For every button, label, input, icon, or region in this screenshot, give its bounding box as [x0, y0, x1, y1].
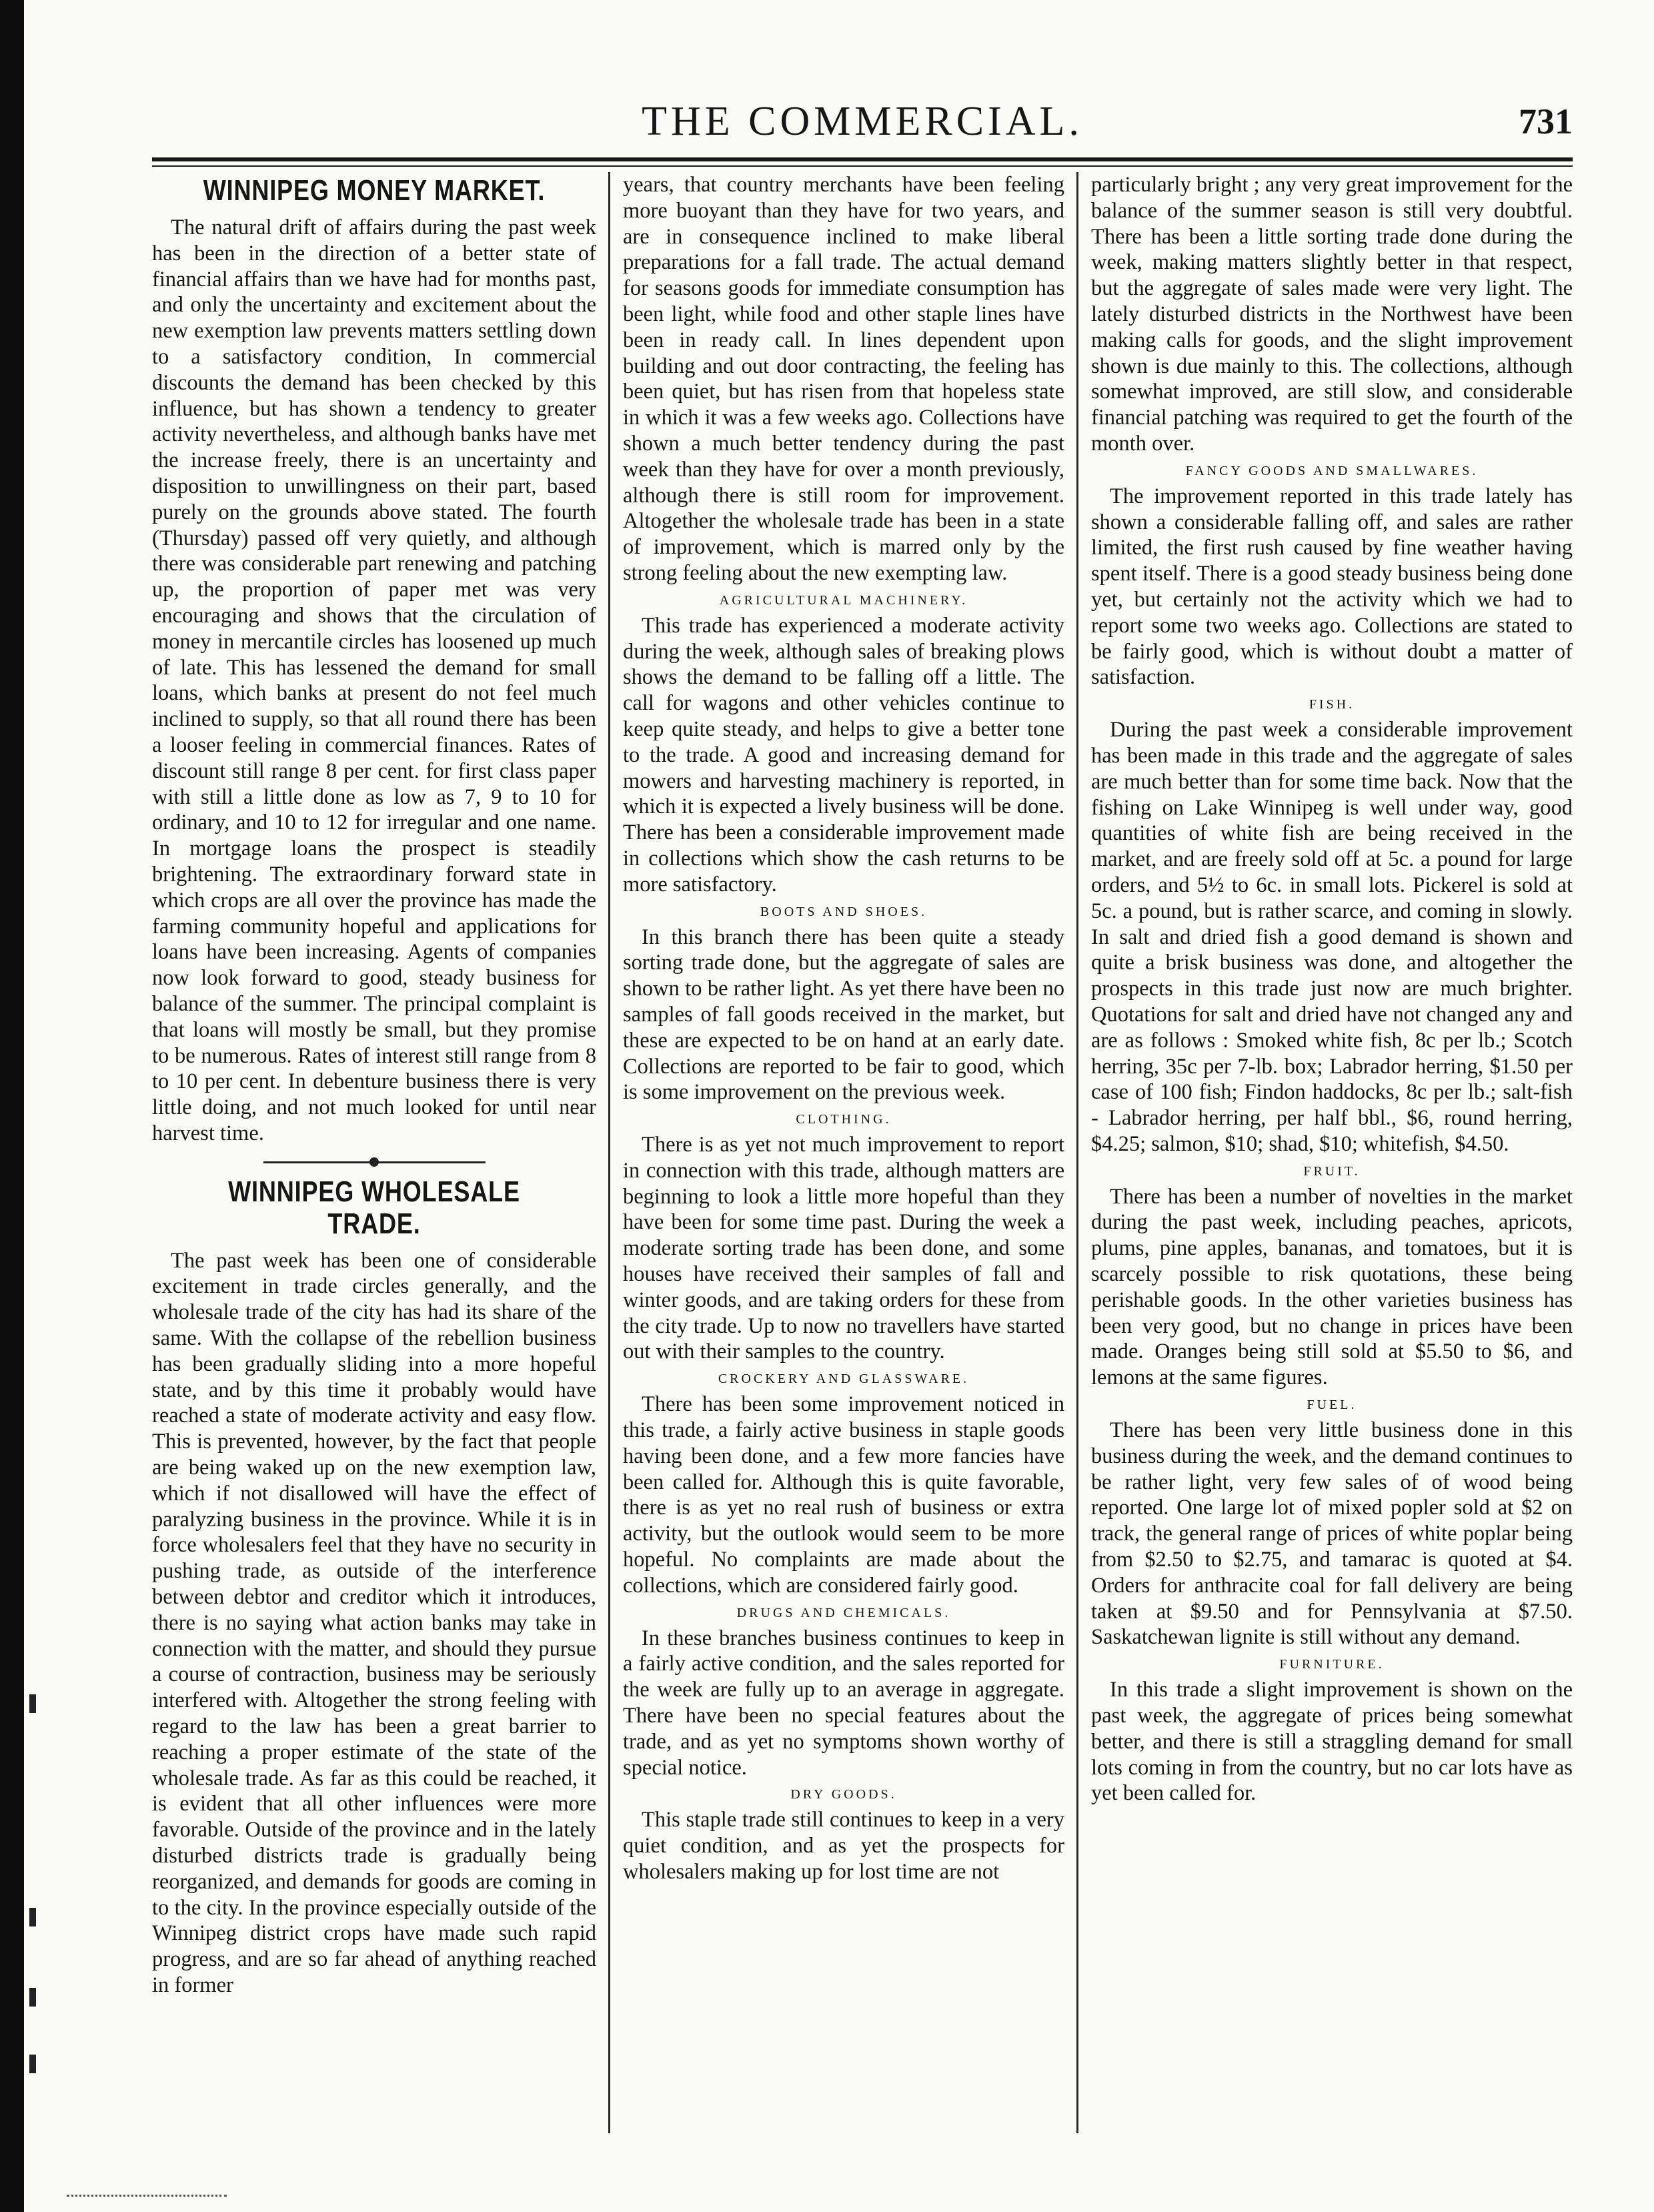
section-heading-crockery-and-glassware: CROCKERY AND GLASSWARE.	[718, 1371, 970, 1387]
page-number: 731	[1519, 101, 1573, 141]
section-text: There is as yet not much improvement to report in connection with this trade, although matters are beginning to look a little more hopeful than they have been for some time past. During the week a moderate sorting trade has been done, and some houses have received their samples of fall and winter goods, and are taking orders for these from the city trade. Up to now no travellers have started out with their samples to the country.	[623, 1133, 1064, 1364]
column-3	[1091, 172, 1573, 2133]
wholesale-trade-heading: WINNIPEG WHOLESALE TRADE.	[228, 1175, 520, 1240]
scan-edge-mark	[67, 2195, 227, 2199]
money-market-heading: WINNIPEG MONEY MARKET.	[203, 174, 546, 207]
section-heading-dry-goods: DRY GOODS.	[790, 1787, 897, 1802]
column-divider	[608, 172, 610, 2133]
section-text: During the past week a considerable improvement has been made in this trade and the aggregate of sales are much better than for some time back. Now that the fishing on Lake Winnipeg is well under way, good quantities of white fish are being received in the market, and are freely sold off at 5c. a pound for large orders, and 5½ to 6c. in small lots. Pickerel is sold at 5c. a pound, but is rather scarce, and coming in slowly. In salt and dried fish a good demand is shown and quite a brisk business was done, and altogether the prospects in this trade just now are much brighter. Quotations for salt and dried have not changed any and are as follows : Smoked white fish, 8c per lb.; Scotch herring, 35c per 7-lb. box; Labrador herring, $1.50 per case of 100 fish; Findon haddocks, 8c per lb.; salt-fish - Labrador herring, per half bbl., $6, round herring, $4.25; salmon, $10; shad, $10; whitefish, $4.50.	[1091, 718, 1573, 1156]
header-rule-thick	[152, 157, 1573, 161]
article-continuation: particularly bright ; any very great improvement for the balance of the summer season is still very doubtful. There has been a little sorting trade done during the week, making matters slightly better in that respect, but the aggregate of sales made were very light. The lately disturbed districts in the Northwest have been making calls for goods, and the slight improvement shown is due mainly to this. The collections, although somewhat improved, are still slow, and considerable financial patching was required to get the fourth of the month over.	[1091, 173, 1573, 456]
section-text: This staple trade still continues to keep in a very quiet condition, and as yet the prospects for wholesalers making up for lost time are not	[623, 1808, 1064, 1884]
article-continuation: years, that country merchants have been feeling more buoyant than they have for two years, and are in consequence inclined to make liberal preparations for a fall trade. The actual demand for seasons goods for immediate consumption has been light, while food and other staple lines have been in ready call. In lines dependent upon building and out door contracting, the feeling has been quiet, but has risen from that hopeless state in which it was a few weeks ago. Collections have shown a much better tendency during the past week than they have for over a month previously, although there is still room for improvement. Altogether the wholesale trade has been in a state of improvement, which is marred only by the strong feeling about the new exempting law.	[623, 173, 1064, 585]
section-text: There has been a number of novelties in the market during the past week, including peaches, apricots, plums, pine apples, bananas, and tomatoes, but it is scarcely possible to risk quotations, these being perishable goods. In the other varieties business has been very good, but no change in prices have been made. Oranges being still sold at $5.50 to $6, and lemons at the same figures.	[1091, 1184, 1573, 1390]
section-heading-fruit: FRUIT.	[1303, 1163, 1361, 1179]
section-text: The improvement reported in this trade lately has shown a considerable falling off, and sales are rather limited, the first rush caused by fine weather having spent itself. There is a good steady business being done yet, but certainly not the activity which we had to report some two weeks ago. Collections are stated to be fairly good, which is without doubt a matter of satisfaction.	[1091, 484, 1573, 690]
header-rule-thin	[152, 165, 1573, 167]
section-text: In this trade a slight improvement is shown on the past week, the aggregate of prices being somewhat better, and there is still a straggling demand for small lots coming in from the country, but no car lots have as yet been called for.	[1091, 1678, 1573, 1806]
column-2	[623, 172, 1064, 2133]
section-text: In these branches business continues to keep in a fairly active condition, and the sales reported for the week are fully up to an average in aggregate. There have been no special features about the trade, and as yet no symptoms shown worthy of special notice.	[623, 1626, 1064, 1780]
margin-marks	[29, 0, 56, 2212]
column-1	[152, 172, 596, 2133]
section-heading-agricultural-machinery: AGRICULTURAL MACHINERY.	[719, 592, 968, 608]
section-text: There has been very little business done in this business during the week, and the demand continues to be rather light, very few sales of of wood being reported. One large lot of mixed popler sold at $2 on track, the general range of prices of white poplar being from $2.50 to $2.75, and tamarac is quoted at $4. Orders for anthracite coal for fall delivery are being taken at $9.50 and for Pennsylvania at $7.50. Saskatchewan lignite is still without any demand.	[1091, 1418, 1573, 1650]
section-text: In this branch there has been quite a steady sorting trade done, but the aggregate of sales are shown to be rather light. As yet there have been no samples of fall goods received in the market, but these are expected to be on hand at an early date. Collections are reported to be fair to good, which is some improvement on the previous week.	[623, 925, 1064, 1105]
article-paragraph: The natural drift of affairs during the past week has been in the direction of a better state of financial affairs than we have had for months past, and only the uncertainty and excitement about the new exemption law prevents matters settling down to a satisfactory condition, In commercial discounts the demand has been checked by this influence, but has shown a tendency to greater activity nevertheless, and although banks have met the increase freely, there is an uncertainty and disposition to unwillingness on their part, based purely on the grounds above stated. The fourth (Thursday) passed off very quietly, and although there was considerable part renewing and patching up, the proportion of paper met was very encouraging and shows that the circulation of money in mercantile circles has loosened up much of late. This has lessened the demand for small loans, which banks at present do not feel much inclined to supply, so that all round there has been a looser feeling in commercial finances. Rates of discount still range 8 per cent. for first class paper with still a little done as low as 7, 9 to 10 for ordinary, and 10 to 12 for irregular and one name. In mortgage loans the prospect is steadily brightening. The extraordinary forward state in which crops are all over the province has made the farming community hopeful and applications for loans have been increasing. Agents of companies now look forward to good, steady business for balance of the summer. The principal complaint is that loans will mostly be small, but they promise to be numerous. Rates of interest still range from 8 to 10 per cent. In debenture business there is very little doing, and not much looked for until near harvest time.	[152, 215, 596, 1145]
section-heading-boots-and-shoes: BOOTS AND SHOES.	[760, 904, 928, 919]
publication-title: THE COMMERCIAL.	[642, 99, 1083, 144]
section-heading-drugs-and-chemicals: DRUGS AND CHEMICALS.	[736, 1605, 951, 1620]
section-text: There has been some improvement noticed in this trade, a fairly active business in staple goods having been done, and a few more fancies have been called for. Although this is quite favorable, there is as yet no real rush of business or extra activity, but the outlook would seem to be more hopeful. No complaints are made about the collections, which are considered fairly good.	[623, 1392, 1064, 1598]
masthead	[152, 99, 1573, 144]
section-text: This trade has experienced a moderate activity during the week, although sales of breaking plows shows the demand to be falling off a little. The call for wagons and other vehicles continue to keep quite steady, and helps to give a better tone to the trade. A good and increasing demand for mowers and harvesting machinery is reported, in which it is expected a lively business will be done. There has been a considerable improvement made in collections which show the cash returns to be more satisfactory.	[623, 613, 1064, 897]
section-heading-fancy-goods: FANCY GOODS AND SMALLWARES.	[1185, 463, 1479, 478]
section-heading-fish: FISH.	[1309, 697, 1355, 712]
article-divider	[152, 1152, 596, 1172]
column-divider	[1076, 172, 1078, 2133]
section-heading-clothing: CLOTHING.	[796, 1112, 892, 1127]
section-heading-furniture: FURNITURE.	[1279, 1657, 1385, 1672]
page-gutter-shadow	[0, 0, 24, 2212]
section-heading-fuel: FUEL.	[1307, 1398, 1357, 1413]
article-paragraph: The past week has been one of considerable excitement in trade circles generally, and the wholesale trade of the city has had its share of the same. With the collapse of the rebellion business has been gradually sliding into a more hopeful state, and by this time it probably would have reached a state of moderate activity and easy flow. This is prevented, however, by the fact that people are being waked up on the new exemption law, which if not disallowed will have the effect of paralyzing business in the province. While it is in force wholesalers feel that they have no security in pushing trade, as outside of the interference between debtor and creditor which it introduces, there is no saying what action banks may take in connection with the matter, and should they pursue a course of contraction, business may be seriously interfered with. Altogether the strong feeling with regard to the law has been a great barrier to reaching a proper estimate of the state of the wholesale trade. As far as this could be reached, it is evident that all other influences were more favorable. Outside of the province and in the lately disturbed districts trade is gradually being reorganized, and demands for goods are coming in to the city. In the province especially outside of the Winnipeg district crops have made such rapid progress, and are so far ahead of anything reached in former	[152, 1248, 596, 1997]
